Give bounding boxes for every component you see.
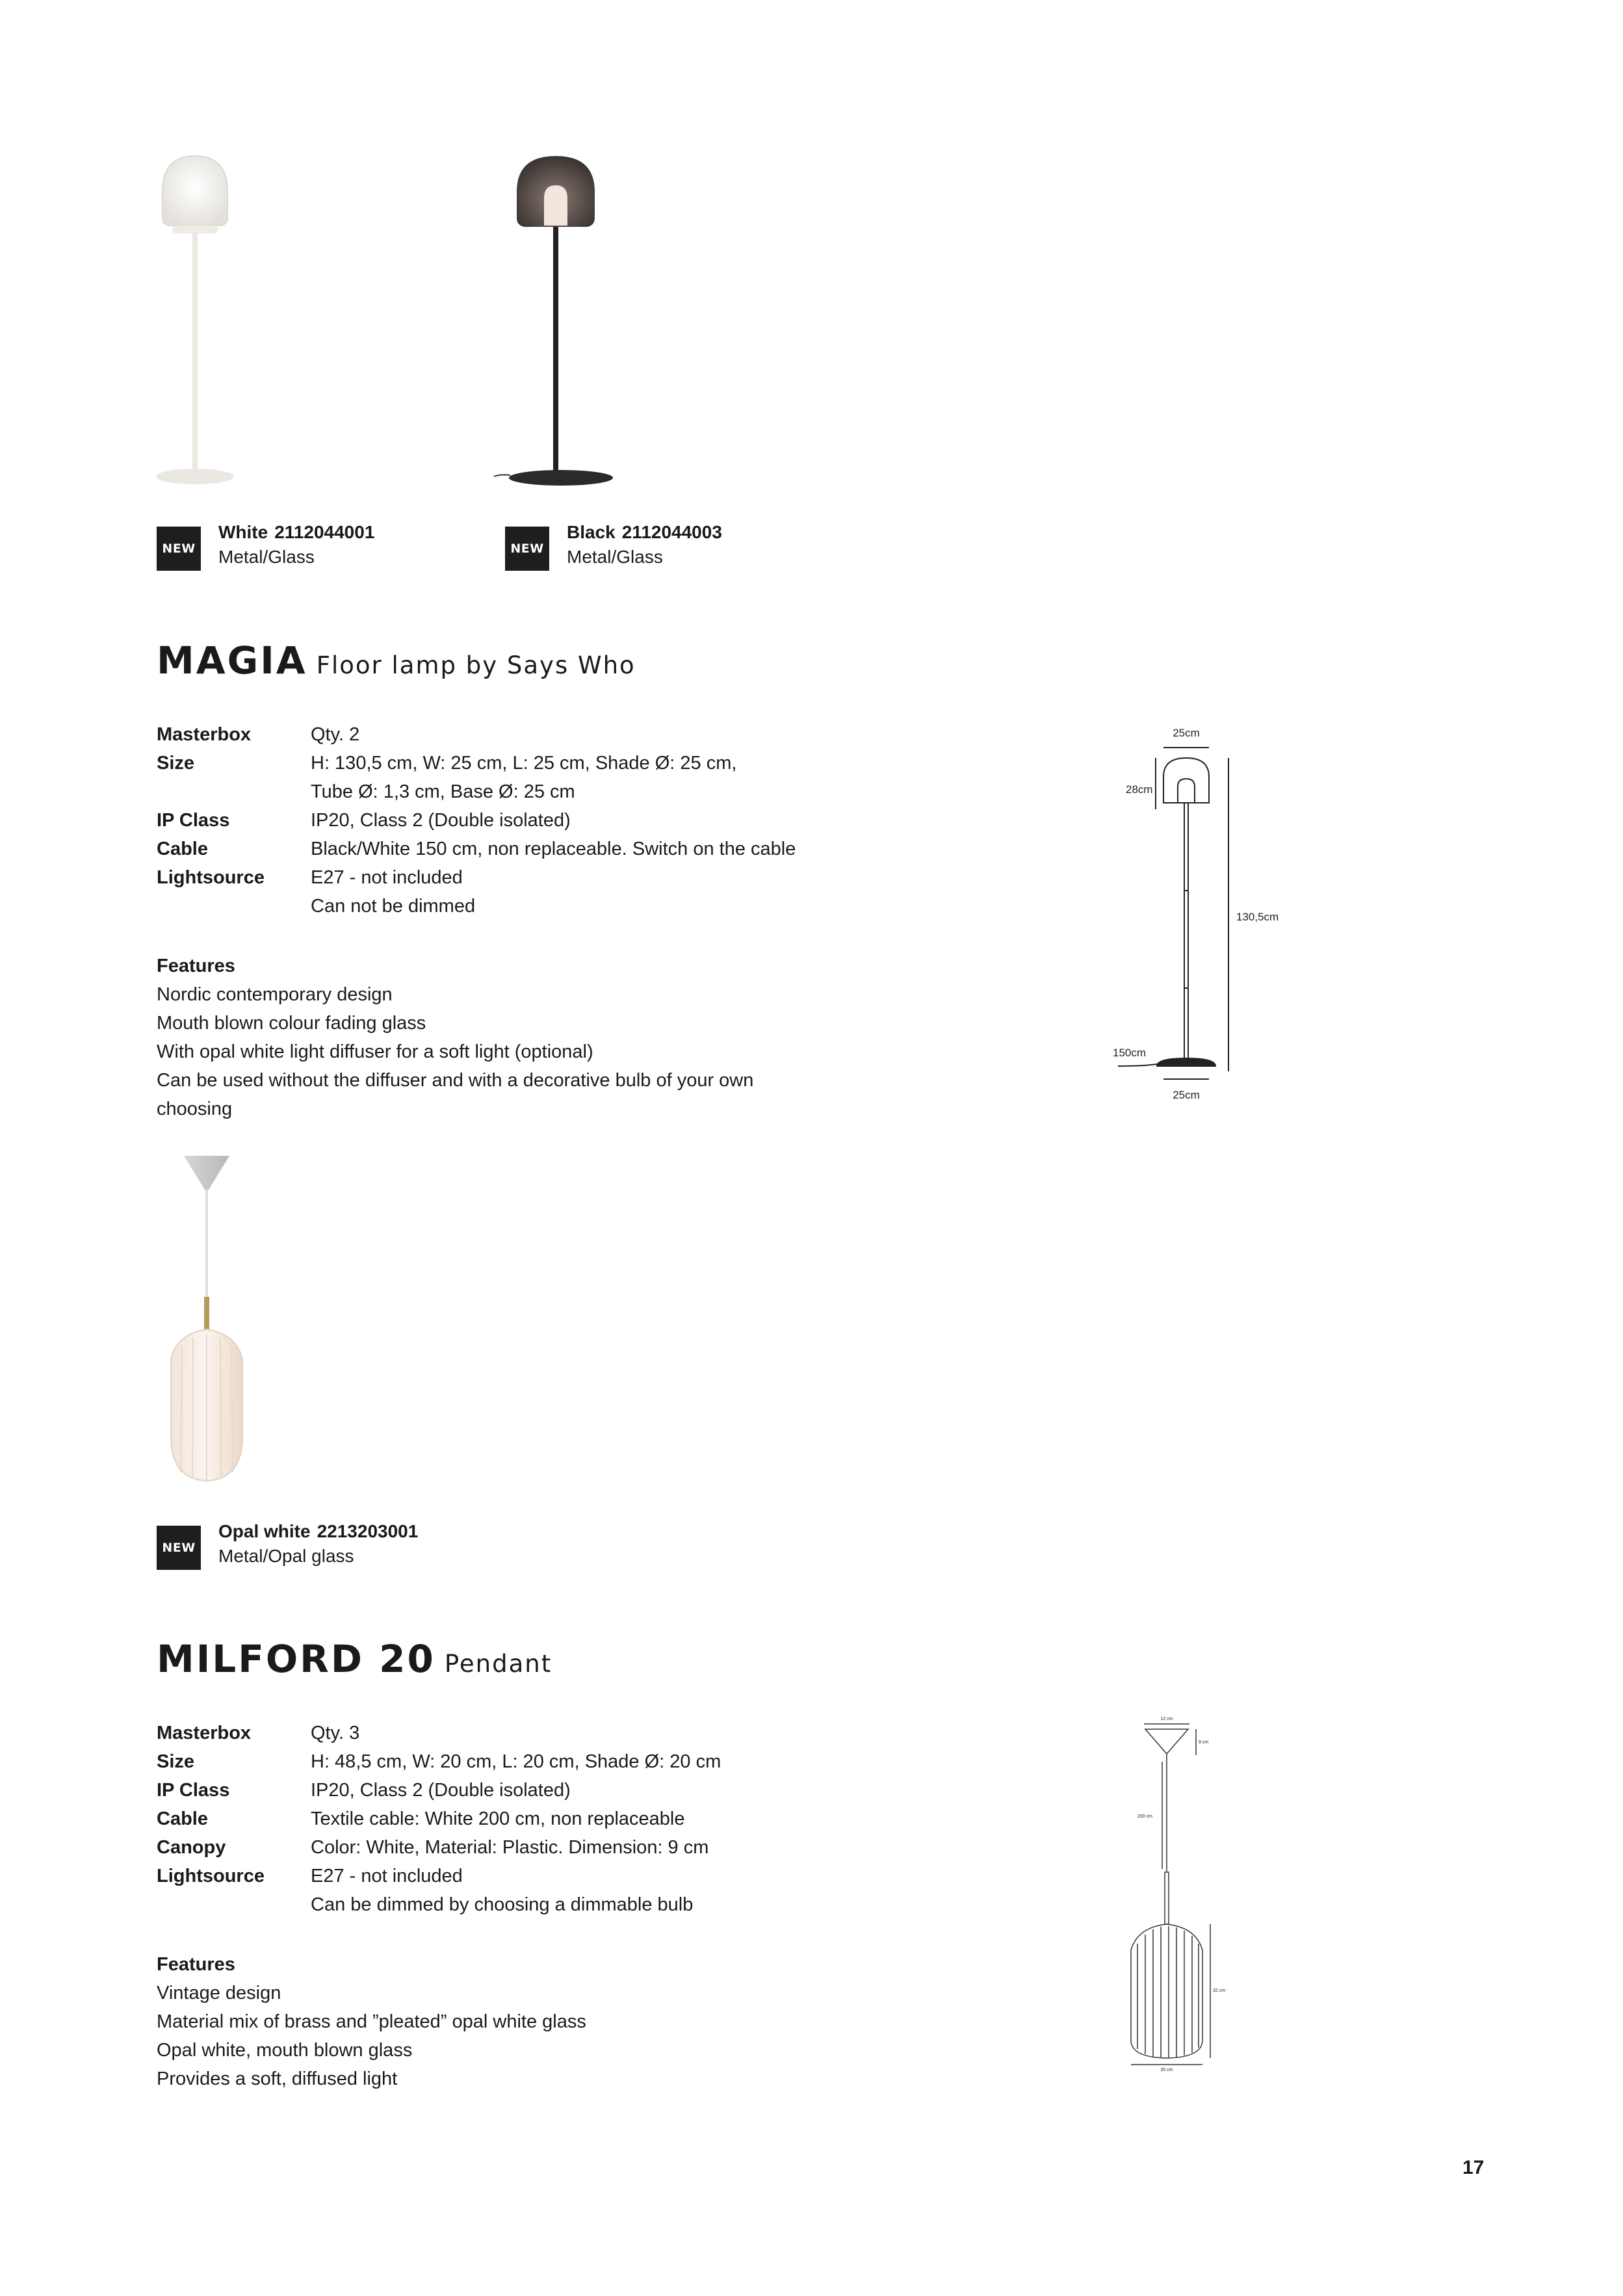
new-badge: NEW [157, 527, 201, 571]
spec-row: Canopy Color: White, Material: Plastic. Dimension: 9 cm [157, 1837, 709, 1858]
magia-white-lamp-image [143, 146, 247, 497]
spec-row: Size H: 130,5 cm, W: 25 cm, L: 25 cm, Shade Ø: 25 cm, [157, 753, 737, 774]
variant-material: Metal/Glass [567, 547, 663, 567]
dim-cable: 150cm [1113, 1047, 1147, 1059]
spec-row: Cable Black/White 150 cm, non replaceable. Switch on the cable [157, 839, 796, 859]
page-number: 17 [1462, 2157, 1485, 2178]
spec-table-magia [157, 720, 896, 920]
features-heading: Features [157, 1954, 235, 1975]
feature-item: Mouth blown colour fading glass [157, 1013, 426, 1034]
feature-item: Can be used without the diffuser and with a decorative bulb of your own [157, 1070, 754, 1091]
spec-row: Lightsource E27 - not included [157, 867, 463, 888]
spec-row: IP Class IP20, Class 2 (Double isolated) [157, 810, 571, 831]
product-title-magia [157, 638, 636, 683]
features-heading: Features [157, 956, 235, 976]
milford-pendant-image [159, 1151, 257, 1489]
spec-row: Can be dimmed by choosing a dimmable bulb [311, 1894, 694, 1915]
features-magia [157, 952, 839, 1123]
feature-item: choosing [157, 1099, 233, 1119]
feature-item: Material mix of brass and ”pleated” opal white glass [157, 2011, 586, 2032]
dim-shade-height: 32 cm [1213, 1989, 1226, 1993]
magia-black-lamp-image [491, 146, 621, 497]
feature-item: Opal white, mouth blown glass [157, 2040, 413, 2061]
variant-opal-white [218, 1519, 418, 1569]
spec-row: IP Class IP20, Class 2 (Double isolated) [157, 1780, 571, 1801]
spec-row: Cable Textile cable: White 200 cm, non replaceable [157, 1808, 685, 1829]
variant-code: 2112044003 [621, 522, 722, 542]
variant-code: 2213203001 [317, 1521, 419, 1541]
spec-row: Tube Ø: 1,3 cm, Base Ø: 25 cm [311, 781, 575, 802]
variant-color: Opal white [218, 1521, 311, 1541]
dim-base: 25cm [1173, 1089, 1200, 1101]
spec-row: Masterbox Qty. 2 [157, 724, 360, 745]
spec-row: Masterbox Qty. 3 [157, 1723, 360, 1743]
spec-row: Size H: 48,5 cm, W: 20 cm, L: 20 cm, Shade Ø: 20 cm [157, 1751, 721, 1772]
milford-dimension-drawing [1105, 1703, 1261, 2074]
variant-material: Metal/Glass [218, 547, 315, 567]
dim-shade-width: 20 cm [1160, 2068, 1173, 2072]
variant-code: 2112044001 [274, 522, 375, 542]
feature-item: With opal white light diffuser for a soft light (optional) [157, 1041, 593, 1062]
spec-row: Can not be dimmed [311, 896, 476, 917]
feature-item: Nordic contemporary design [157, 984, 393, 1005]
product-title-milford [157, 1637, 552, 1681]
dim-cable: 200 cm [1137, 1814, 1152, 1819]
dim-width: 25cm [1173, 727, 1200, 739]
product-name: MAGIA [157, 638, 307, 683]
product-subtitle: Pendant [444, 1650, 552, 1678]
magia-dimension-drawing [1079, 715, 1326, 1118]
variant-black [567, 520, 722, 569]
feature-item: Provides a soft, diffused light [157, 2068, 398, 2089]
variant-color: Black [567, 522, 616, 542]
features-milford [157, 1950, 839, 2093]
dim-shade-height: 28cm [1126, 783, 1153, 796]
feature-item: Vintage design [157, 1983, 281, 2003]
variant-white [218, 520, 374, 569]
product-name: MILFORD 20 [157, 1637, 435, 1681]
new-badge: NEW [505, 527, 549, 571]
variant-material: Metal/Opal glass [218, 1546, 354, 1566]
dim-canopy-height: 9 cm [1199, 1740, 1209, 1745]
dim-height: 130,5cm [1236, 911, 1279, 923]
product-subtitle: Floor lamp by Says Who [316, 651, 636, 679]
new-badge: NEW [157, 1526, 201, 1570]
spec-table-milford [157, 1719, 896, 1919]
spec-row: Lightsource E27 - not included [157, 1866, 463, 1886]
variant-color: White [218, 522, 268, 542]
dim-canopy-width: 12 cm [1160, 1717, 1173, 1721]
